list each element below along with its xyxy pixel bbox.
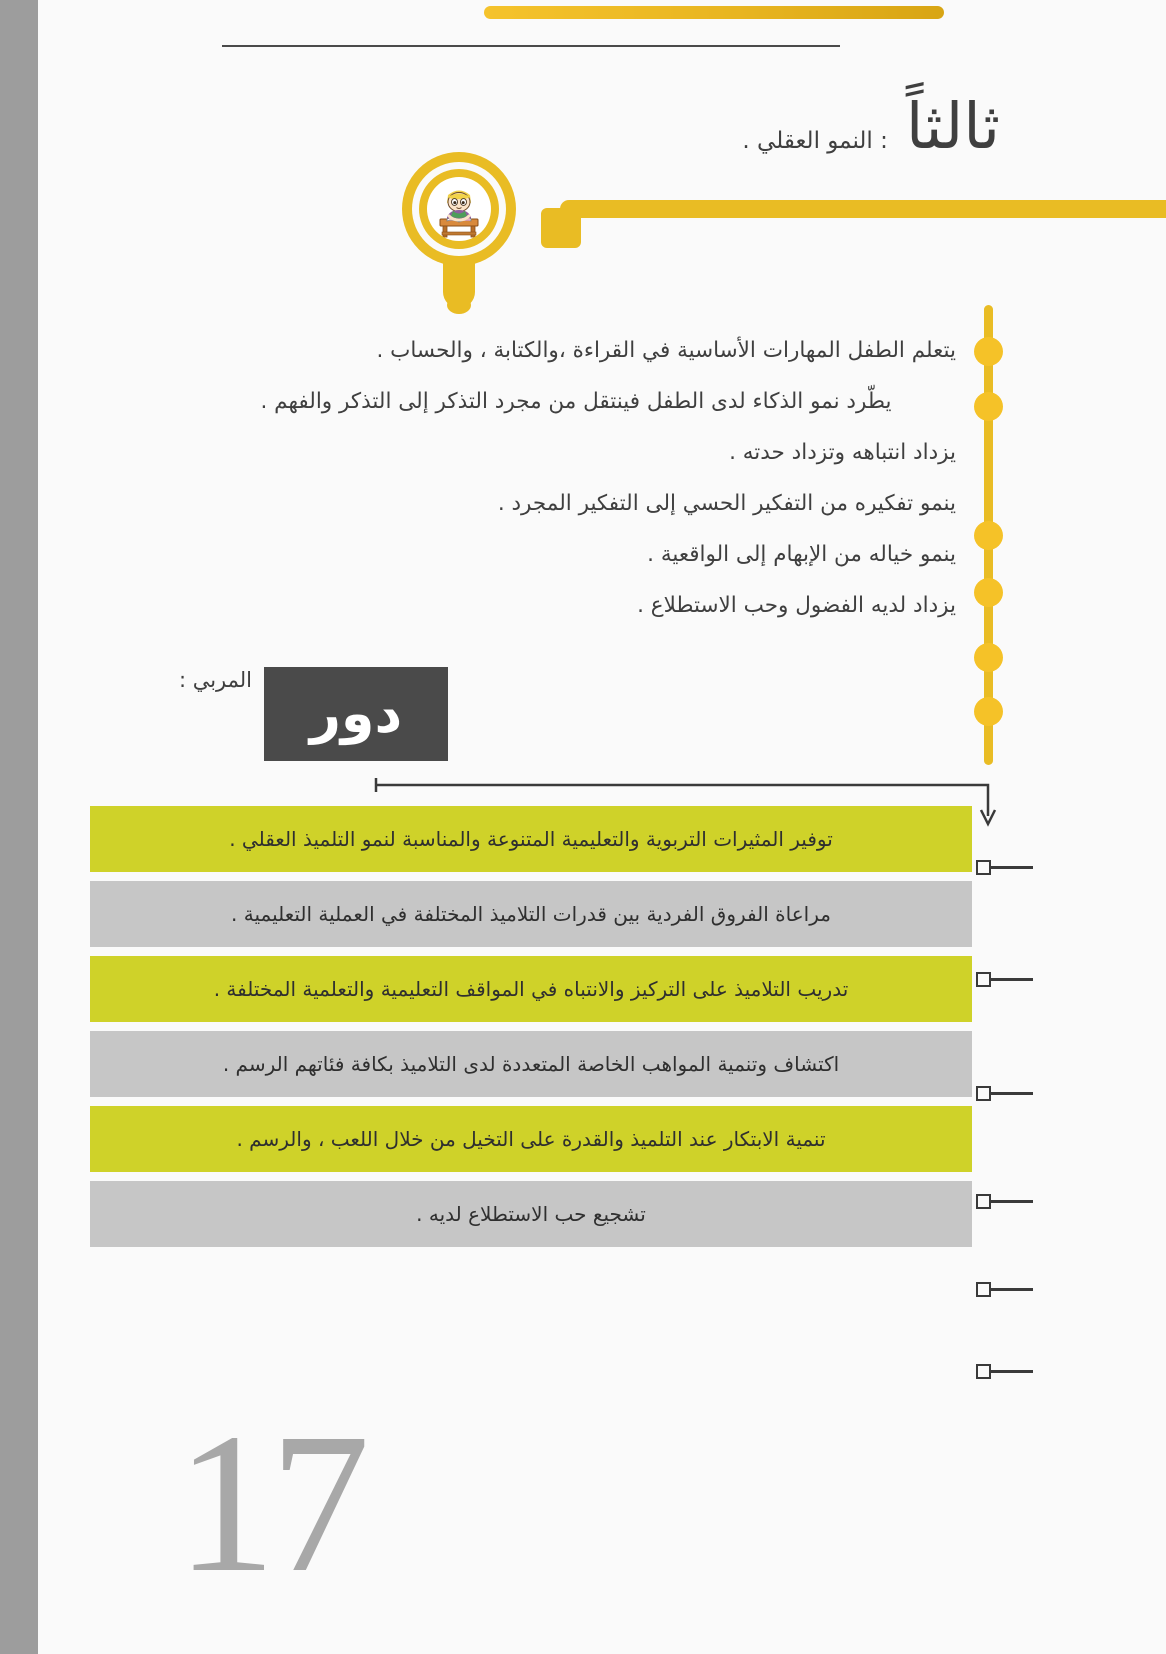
role-item-stub-6 [991,1370,1033,1373]
role-heading-box [264,667,448,761]
role-item-bar: تنمية الابتكار عند التلميذ والقدرة على التخيل من خلال اللعب ، والرسم . [90,1106,972,1172]
role-item-stub-3 [991,1092,1033,1095]
timeline-dot-4 [974,578,1003,607]
list-item: ينمو تفكيره من التفكير الحسي إلى التفكير المجرد . [497,490,956,516]
list-item: يتعلم الطفل المهارات الأساسية في القراءة ،والكتابة ، والحساب . [376,338,956,363]
top-gold-rule [484,6,944,19]
top-thin-rule [222,45,840,47]
role-item-stub-4 [991,1200,1033,1203]
timeline-dot-6 [974,697,1003,726]
page-number: 17 [176,1393,364,1614]
page-title [742,90,1000,163]
mental-growth-bullet-list [196,330,956,636]
left-edge-strip [0,0,38,1654]
role-item-stub-5 [991,1288,1033,1291]
child-studying-at-desk-icon [427,177,491,241]
role-item-marker-5 [976,1282,991,1297]
role-item-bar: اكتشاف وتنمية المواهب الخاصة المتعددة لدى التلاميذ بكافة فئاتهم الرسم . [90,1031,972,1097]
role-item-marker-1 [976,860,991,875]
badge-tail [541,208,581,248]
heading-main-text: ثالثاً [905,90,1000,163]
heading-sub-text: : النمو العقلي . [742,128,888,154]
role-item-stub-2 [991,978,1033,981]
role-item-bar: تشجيع حب الاستطلاع لديه . [90,1181,972,1247]
role-item-bar: تدريب التلاميذ على التركيز والانتباه في المواقف التعليمية والتعلمية المختلفة . [90,956,972,1022]
timeline-dot-1 [974,337,1003,366]
list-item: يطّرد نمو الذكاء لدى الطفل فينتقل من مجرد التذكر إلى التذكر والفهم . [260,388,892,414]
role-item-marker-2 [976,972,991,987]
list-item: يزداد لديه الفضول وحب الاستطلاع . [637,592,956,618]
badge-connector-line [560,200,1166,218]
timeline-dot-2 [974,392,1003,421]
role-item-marker-6 [976,1364,991,1379]
topic-badge [396,148,586,333]
role-item-marker-3 [976,1086,991,1101]
role-heading-text: دور [309,682,403,745]
role-side-label: المربي : [178,668,252,692]
timeline-dot-3 [974,521,1003,550]
role-items-list [90,806,972,1256]
role-item-marker-4 [976,1194,991,1209]
role-item-stub-1 [991,866,1033,869]
role-item-bar: مراعاة الفروق الفردية بين قدرات التلاميذ المختلفة في العملية التعليمية . [90,881,972,947]
role-item-bar: توفير المثيرات التربوية والتعليمية المتنوعة والمناسبة لنمو التلميذ العقلي . [90,806,972,872]
list-item: ينمو خياله من الإبهام إلى الواقعية . [647,541,956,567]
list-item: يزداد انتباهه وتزداد حدته . [729,439,956,465]
timeline-dot-5 [974,643,1003,672]
